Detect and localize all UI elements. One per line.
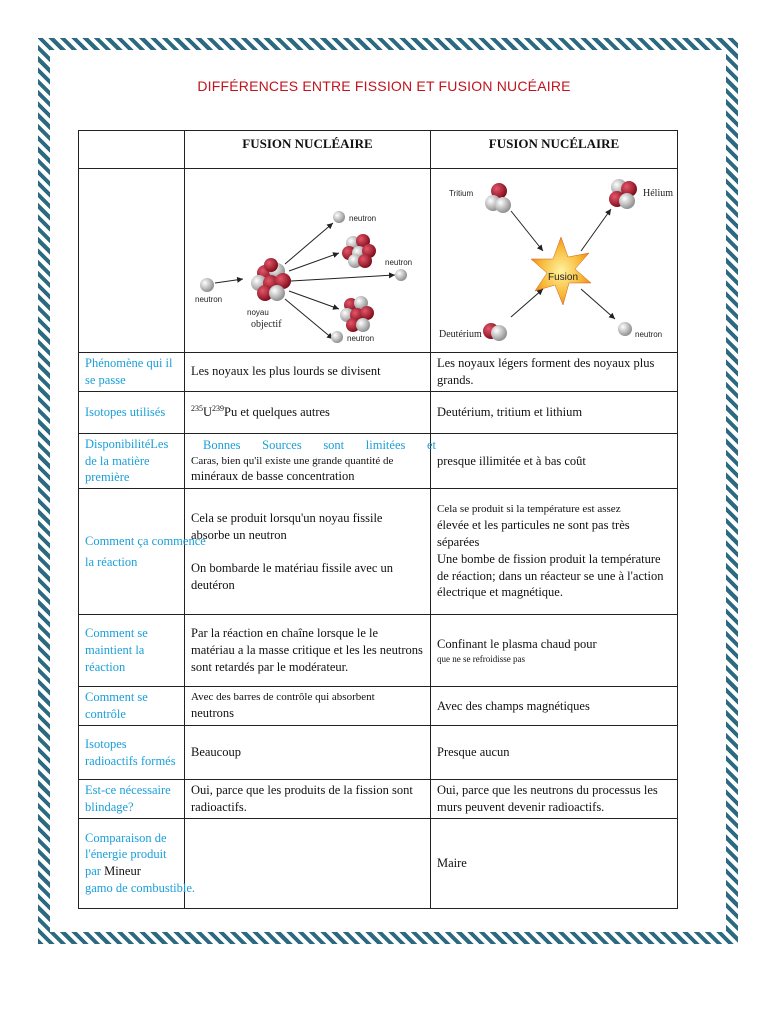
neutron-in-label: neutron bbox=[195, 295, 223, 304]
fusion-diagram bbox=[431, 169, 678, 347]
fission-cell: Par la réaction en chaîne lorsque le le matériau a la masse critique et les les neutrons sont retardés par le modérateur. bbox=[185, 615, 431, 687]
fusion-cell: Deutérium, tritium et lithium bbox=[431, 391, 678, 433]
row-label: Isotopes utilisés bbox=[79, 391, 185, 433]
header-fission: FUSION NUCLÉAIRE bbox=[185, 131, 431, 169]
fusion-cell: presque illimitée et à bas coût bbox=[431, 433, 678, 489]
neutron-top-icon bbox=[333, 211, 345, 223]
fragment-bottom-icon bbox=[340, 296, 374, 332]
fusion-diagram-cell bbox=[431, 169, 678, 353]
table-row bbox=[79, 433, 678, 489]
fusion-cell: Maire bbox=[431, 818, 678, 908]
helium-label: Hélium bbox=[643, 188, 673, 199]
fission-cell: Beaucoup bbox=[185, 726, 431, 780]
fission-cell: Oui, parce que les produits de la fission sont radioactifs. bbox=[185, 780, 431, 819]
table-row bbox=[79, 726, 678, 780]
row-label: Isotopes radioactifs formés bbox=[79, 726, 185, 780]
neutron-mid-icon bbox=[395, 269, 407, 281]
fusion-neutron-icon bbox=[618, 322, 632, 336]
table-row bbox=[79, 615, 678, 687]
neutron-bottom-icon bbox=[331, 331, 343, 343]
page-title: DIFFÉRENCES ENTRE FISSION ET FUSION NUCÉAIRE bbox=[197, 78, 571, 94]
fission-cell: $^{235}U^{239}Pu$ et quelques autres bbox=[185, 391, 431, 433]
tritium-icon bbox=[485, 183, 511, 213]
row-label: Phénomène qui il se passe bbox=[79, 352, 185, 391]
fragment-top-icon bbox=[342, 234, 376, 268]
fusion-cell: Confinant le plasma chaud pour que ne se refroidisse pas bbox=[431, 615, 678, 687]
fusion-cell: Cela se produit si la température est assez élevée et les particules ne sont pas très séparées Une bombe de fission produit la température de réaction; dans un réacteur se une à l'action électrique et magnétique. bbox=[431, 489, 678, 615]
fusion-cell: Presque aucun bbox=[431, 726, 678, 780]
nucleus-label-2: objectif bbox=[251, 319, 282, 330]
table-row bbox=[79, 489, 678, 615]
row-label: DisponibilitéLes de la matière première bbox=[79, 433, 185, 489]
row-label: Comment se contrôle bbox=[79, 687, 185, 726]
comparison-table bbox=[78, 130, 678, 909]
neutron-mid-label: neutron bbox=[385, 258, 413, 267]
fusion-cell: Oui, parce que les neutrons du processus les murs peuvent devenir radioactifs. bbox=[431, 780, 678, 819]
header-fusion: FUSION NUCÉLAIRE bbox=[431, 131, 678, 169]
row-label: Comment se maintient la réaction bbox=[79, 615, 185, 687]
fission-diagram-cell bbox=[185, 169, 431, 353]
table-row bbox=[79, 818, 678, 908]
fission-diagram bbox=[185, 169, 431, 347]
neutron-top-label: neutron bbox=[349, 214, 377, 223]
nucleus-label-1: noyau bbox=[247, 308, 269, 317]
deuterium-label: Deutérium bbox=[439, 329, 482, 340]
fusion-cell: Les noyaux légers forment des noyaux plus grands. bbox=[431, 352, 678, 391]
fission-cell: Mineur bbox=[104, 864, 141, 879]
table-row bbox=[79, 131, 678, 169]
fusion-center-label: Fusion bbox=[548, 272, 579, 283]
row-label: Comment ça commence la réaction bbox=[79, 489, 185, 615]
row-label: Est-ce nécessaire blindage? bbox=[79, 780, 185, 819]
table-row bbox=[79, 687, 678, 726]
neutron-bottom-label: neutron bbox=[347, 334, 375, 343]
fission-cell: Bonnes Sources sont limitées et Caras, bien qu'il existe une grande quantité de minéraux de basse concentration bbox=[185, 433, 431, 489]
deuterium-icon bbox=[483, 323, 507, 341]
table-row bbox=[79, 169, 678, 353]
table-row bbox=[79, 352, 678, 391]
table-row bbox=[79, 391, 678, 433]
helium-icon bbox=[609, 179, 637, 209]
fusion-neutron-label: neutron bbox=[635, 330, 663, 339]
row-label: Comparaison de l'énergie produit par Mineur gamo de combustible. bbox=[79, 818, 185, 908]
tritium-label: Tritium bbox=[449, 189, 474, 198]
fission-cell: Les noyaux les plus lourds se divisent bbox=[185, 352, 431, 391]
fission-cell: Cela se produit lorsqu'un noyau fissile absorbe un neutron On bombarde le matériau fissile avec un deutéron bbox=[185, 489, 431, 615]
fission-cell: Avec des barres de contrôle qui absorbent neutrons bbox=[185, 687, 431, 726]
fusion-cell: Avec des champs magnétiques bbox=[431, 687, 678, 726]
target-nucleus-icon bbox=[251, 258, 291, 301]
header-empty-cell bbox=[79, 131, 185, 169]
table-row bbox=[79, 780, 678, 819]
diagram-empty-cell bbox=[79, 169, 185, 353]
fission-empty-cell bbox=[185, 818, 431, 908]
neutron-in-icon bbox=[200, 278, 214, 292]
